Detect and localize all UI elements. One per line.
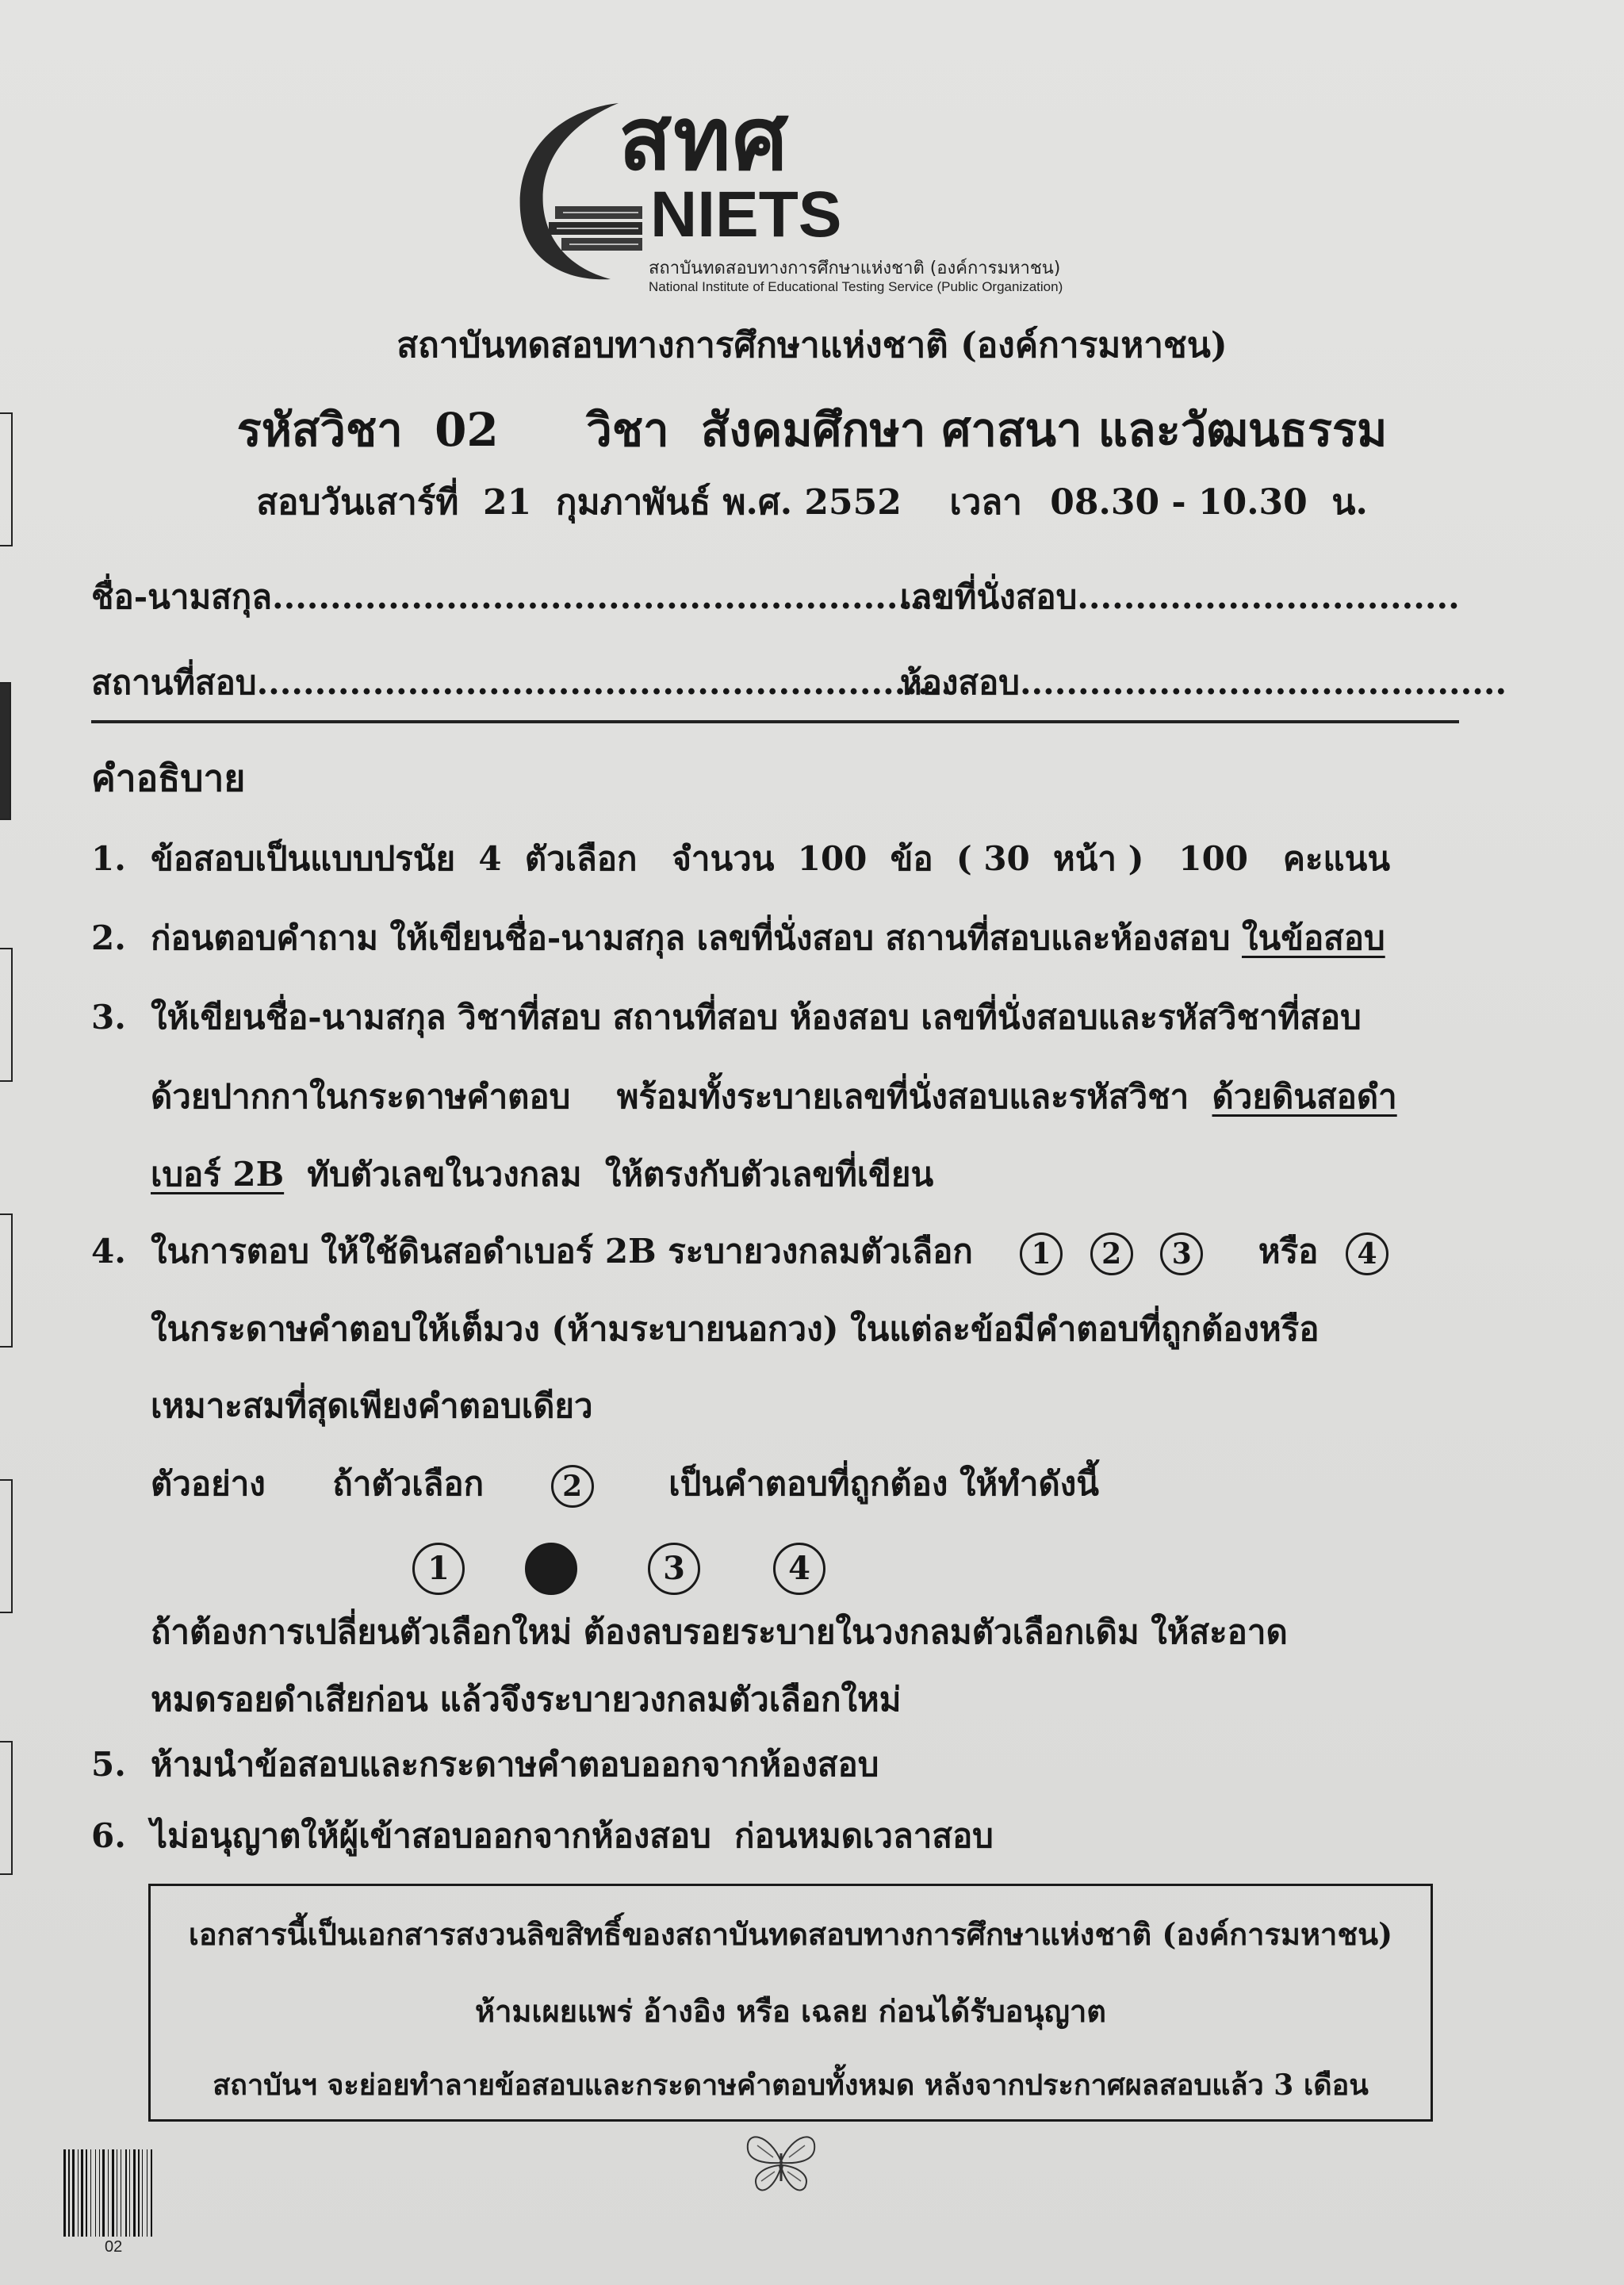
example-circle: 1 xyxy=(412,1543,465,1595)
instruction-continuation xyxy=(151,1071,1397,1123)
example-circle-filled xyxy=(525,1543,577,1595)
instruction-item xyxy=(91,833,1390,885)
divider xyxy=(91,720,1459,723)
option-circle: 4 xyxy=(1346,1233,1388,1275)
binding-tab xyxy=(0,1479,13,1613)
example-circle: 4 xyxy=(773,1543,825,1595)
logo-thai-acronym: สทศ xyxy=(619,88,790,190)
instruction-continuation: ถ้าต้องการเปลี่ยนตัวเลือกใหม่ ต้องลบรอยระบายในวงกลมตัวเลือกเดิม ให้สะอาด xyxy=(151,1612,1288,1651)
instruction-underlined: เบอร์ 2B xyxy=(151,1155,285,1194)
exam-time-label: เวลา xyxy=(949,482,1022,523)
subject-code: 02 xyxy=(435,403,499,457)
binding-tab xyxy=(0,682,11,820)
logo-english-acronym: NIETS xyxy=(650,178,842,251)
instruction-text: ให้เขียนชื่อ-นามสกุล วิชาที่สอบ สถานที่สอบ ห้องสอบ เลขที่นั่งสอบและรหัสวิชาที่สอบ xyxy=(151,998,1362,1037)
subject-code-label: รหัสวิชา xyxy=(236,403,403,457)
instruction-continuation xyxy=(151,1148,933,1201)
niets-logo xyxy=(500,88,1102,309)
subject-label: วิชา xyxy=(586,403,669,457)
notice-line: สถาบันฯ จะย่อยทำลายข้อสอบและกระดาษคำตอบทั้งหมด หลังจากประกาศผลสอบแล้ว 3 เดือน xyxy=(213,2068,1369,2102)
example-line xyxy=(151,1458,1099,1510)
example-rest: เป็นคำตอบที่ถูกต้อง ให้ทำดังนี้ xyxy=(668,1464,1099,1503)
instruction-item xyxy=(91,1739,879,1791)
field-row-name-seat xyxy=(91,571,1460,619)
option-circle: 1 xyxy=(1020,1233,1063,1275)
instruction-text: ห้ามนำข้อสอบและกระดาษคำตอบออกจากห้องสอบ xyxy=(151,1745,879,1784)
instruction-number: 2. xyxy=(91,918,126,957)
instruction-text: ข้อสอบเป็นแบบปรนัย 4 ตัวเลือก จำนวน 100 ข้อ ( 30 หน้า ) 100 คะแนน xyxy=(151,839,1391,878)
copyright-notice-box xyxy=(148,1884,1433,2122)
instruction-text: ในการตอบ ให้ใช้ดินสอดำเบอร์ 2B ระบายวงกลมตัวเลือก xyxy=(151,1232,973,1271)
field-row-place-room xyxy=(91,657,1507,704)
subject-name: สังคมศึกษา ศาสนา และวัฒนธรรม xyxy=(700,403,1388,457)
instruction-continuation: ในกระดาษคำตอบให้เต็มวง (ห้ามระบายนอกวง) ในแต่ละข้อมีคำตอบที่ถูกต้องหรือ xyxy=(151,1309,1320,1348)
instruction-continuation: หมดรอยดำเสียก่อน แล้วจึงระบายวงกลมตัวเลือกใหม่ xyxy=(151,1680,902,1719)
instruction-underlined: ในข้อสอบ xyxy=(1242,918,1385,957)
instruction-text: ไม่อนุญาตให้ผู้เข้าสอบออกจากห้องสอบ ก่อนหมดเวลาสอบ xyxy=(151,1816,994,1855)
option-circle: 3 xyxy=(1160,1233,1203,1275)
instruction-text: ทับตัวเลขในวงกลม ให้ตรงกับตัวเลขที่เขียน xyxy=(284,1155,934,1194)
barcode-icon xyxy=(62,2149,193,2237)
instruction-underlined: ด้วยดินสอดำ xyxy=(1212,1077,1397,1116)
or-word: หรือ xyxy=(1258,1232,1319,1271)
seat-number-field[interactable]: เลขที่นั่งสอบ................................. xyxy=(900,577,1460,616)
exam-room-field[interactable]: ห้องสอบ.......................................... xyxy=(900,663,1507,702)
instruction-item xyxy=(91,1225,1388,1278)
instruction-number: 6. xyxy=(91,1816,126,1855)
instruction-text: ก่อนตอบคำถาม ให้เขียนชื่อ-นามสกุล เลขที่นั่งสอบ สถานที่สอบและห้องสอบ xyxy=(151,918,1243,957)
notice-line: ห้ามเผยแพร่ อ้างอิง หรือ เฉลย ก่อนได้รับอนุญาต xyxy=(475,1993,1106,2029)
butterfly-icon xyxy=(741,2126,821,2197)
instruction-number: 5. xyxy=(91,1745,126,1784)
binding-tab xyxy=(0,948,13,1082)
instruction-item xyxy=(91,991,1362,1044)
exam-place-field[interactable]: สถานที่สอบ............................................................ xyxy=(91,663,952,702)
exam-date-line xyxy=(0,474,1624,530)
logo-thai-subtitle: สถาบันทดสอบทางการศึกษาแห่งชาติ (องค์การมหาชน) xyxy=(649,259,1061,278)
instruction-item xyxy=(91,1810,994,1862)
exam-date: สอบวันเสาร์ที่ 21 กุมภาพันธ์ พ.ศ. 2552 xyxy=(256,482,902,523)
instruction-number: 1. xyxy=(91,839,126,878)
example-if: ถ้าตัวเลือก xyxy=(332,1464,485,1503)
instructions-heading: คำอธิบาย xyxy=(91,757,246,799)
name-field[interactable]: ชื่อ-นามสกุล.......................................................... xyxy=(91,577,945,616)
example-label: ตัวอย่าง xyxy=(151,1464,266,1503)
example-choice-circle: 2 xyxy=(551,1465,594,1508)
institute-name: สถาบันทดสอบทางการศึกษาแห่งชาติ (องค์การมหาชน) xyxy=(396,325,1228,366)
notice-line: เอกสารนี้เป็นเอกสารสงวนลิขสิทธิ์ของสถาบันทดสอบทางการศึกษาแห่งชาติ (องค์การมหาชน) xyxy=(188,1916,1393,1952)
barcode-number: 02 xyxy=(105,2238,123,2256)
instruction-continuation: เหมาะสมที่สุดเพียงคำตอบเดียว xyxy=(151,1386,593,1425)
binding-tab xyxy=(0,1741,13,1875)
option-circle: 2 xyxy=(1090,1233,1133,1275)
binding-tab xyxy=(0,1213,13,1348)
example-circle: 3 xyxy=(648,1543,700,1595)
logo-english-subtitle: National Institute of Educational Testing Service (Public Organization) xyxy=(649,279,1063,294)
instruction-number: 4. xyxy=(91,1232,126,1271)
instruction-item xyxy=(91,912,1385,964)
exam-time: 08.30 - 10.30 น. xyxy=(1050,482,1368,523)
subject-line xyxy=(0,393,1624,466)
instruction-number: 3. xyxy=(91,998,126,1037)
instruction-text: ด้วยปากกาในกระดาษคำตอบ พร้อมทั้งระบายเลขที่นั่งสอบและรหัสวิชา xyxy=(151,1077,1212,1116)
